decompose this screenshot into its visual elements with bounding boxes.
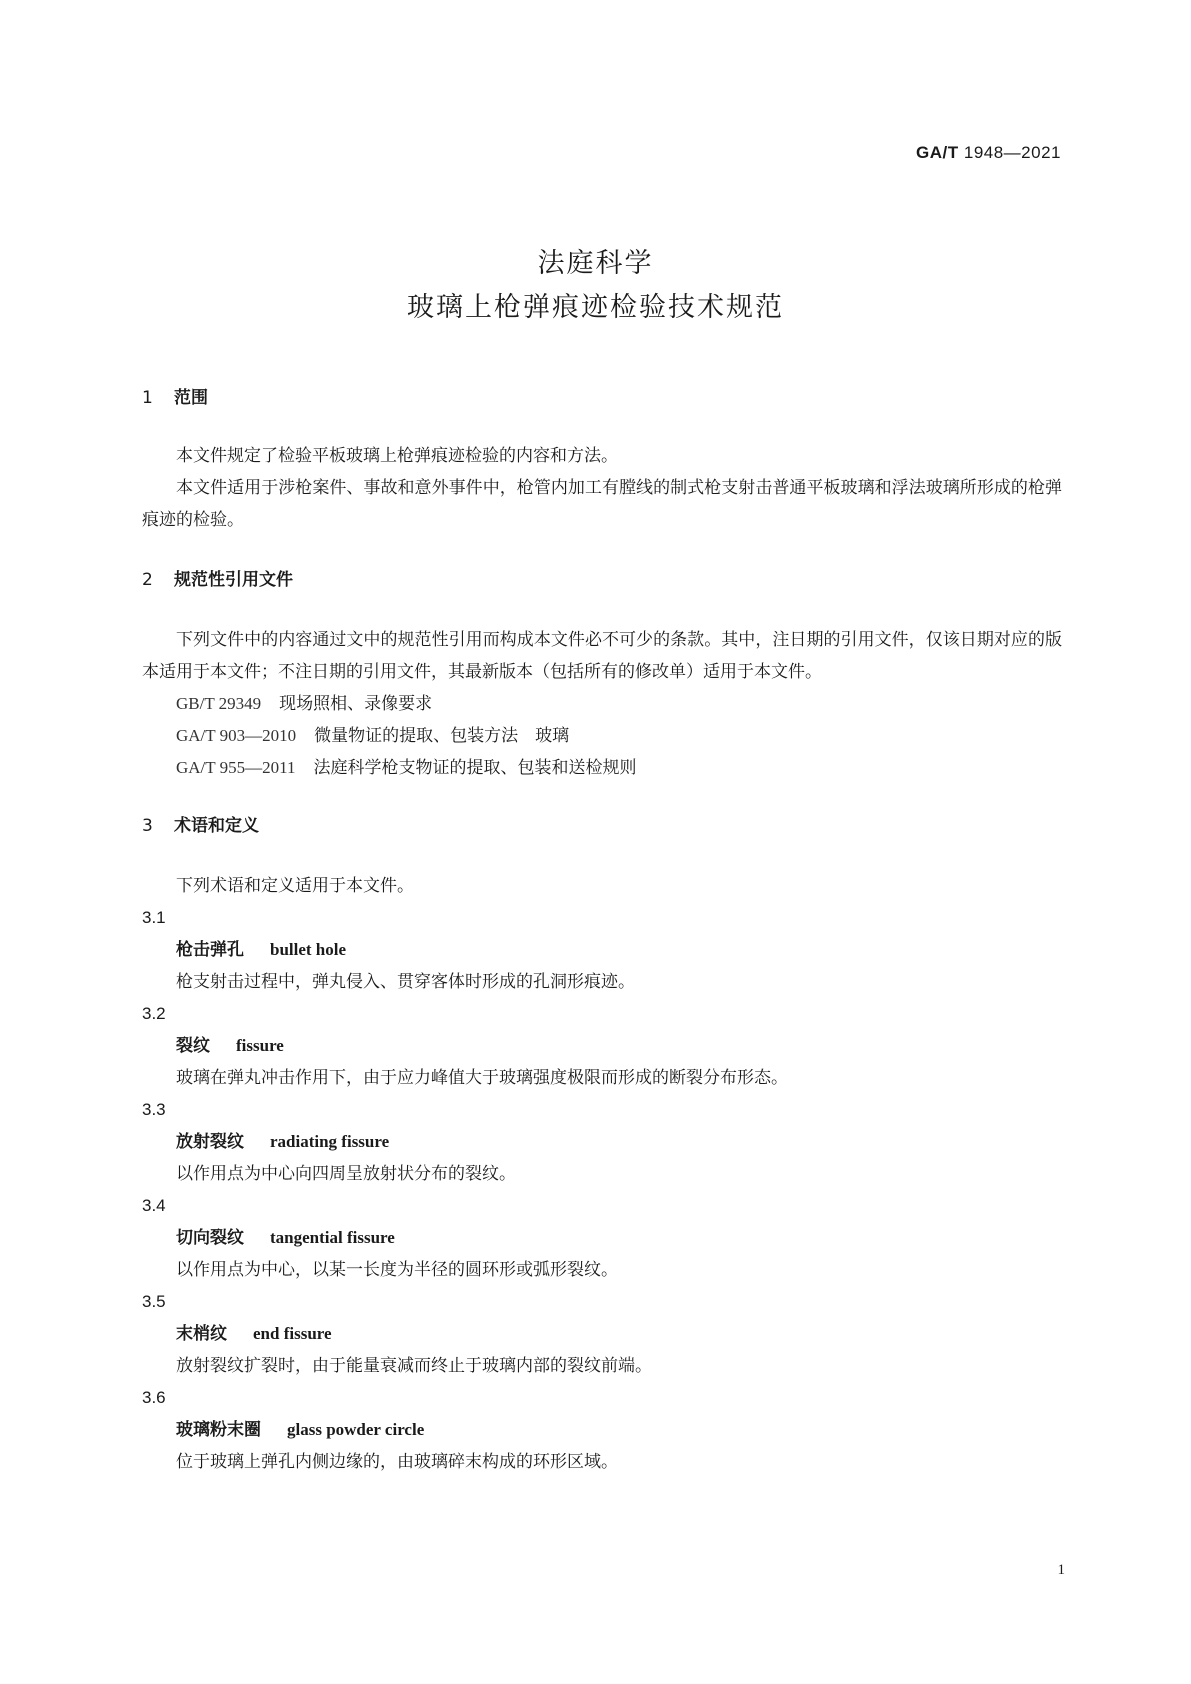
term-definition: 位于玻璃上弹孔内侧边缘的，由玻璃碎末构成的环形区域。 — [176, 1452, 618, 1472]
normative-reference — [142, 752, 1062, 784]
term-name — [142, 1414, 1062, 1446]
term-chinese: 裂纹 — [176, 1036, 210, 1056]
term-chinese: 放射裂纹 — [176, 1132, 244, 1152]
paragraph: 本文件规定了检验平板玻璃上枪弹痕迹检验的内容和方法。 — [176, 446, 618, 466]
paragraph: 本文件适用于涉枪案件、事故和意外事件中，枪管内加工有膛线的制式枪支射击普通平板玻璃和浮法玻璃所形成的枪弹痕迹的检验。 — [142, 478, 1062, 530]
section-number: 1 — [142, 388, 153, 408]
section-2-heading — [142, 564, 1062, 596]
term-english: end fissure — [253, 1324, 332, 1343]
term-chinese: 末梢纹 — [176, 1324, 227, 1344]
term-definition: 放射裂纹扩裂时，由于能量衰减而终止于玻璃内部的裂纹前端。 — [176, 1356, 652, 1376]
term-name — [142, 1222, 1062, 1254]
term-entry — [142, 998, 1062, 1094]
title-line-1: 法庭科学 — [537, 248, 654, 279]
paragraph: 下列术语和定义适用于本文件。 — [176, 876, 414, 896]
paragraph: 下列文件中的内容通过文中的规范性引用而构成本文件必不可少的条款。其中，注日期的引用文件，仅该日期对应的版本适用于本文件；不注日期的引用文件，其最新版本（包括所有的修改单）适用于本文件。 — [142, 630, 1062, 682]
page-number: 1 — [1057, 1562, 1065, 1578]
term-chinese: 枪击弹孔 — [176, 940, 244, 960]
term-name — [142, 1126, 1062, 1158]
reference-title: 微量物证的提取、包装方法 玻璃 — [314, 726, 570, 746]
term-english: glass powder circle — [287, 1420, 425, 1439]
term-entry — [142, 1190, 1062, 1286]
term-entry — [142, 1094, 1062, 1190]
term-english: tangential fissure — [270, 1228, 395, 1247]
term-english: radiating fissure — [270, 1132, 390, 1151]
reference-title: 法庭科学枪支物证的提取、包装和送检规则 — [313, 758, 637, 778]
term-entry — [142, 902, 1062, 998]
normative-reference — [142, 688, 1062, 720]
reference-title: 现场照相、录像要求 — [279, 694, 433, 714]
term-english: bullet hole — [270, 940, 347, 959]
term-number: 3.6 — [142, 1388, 166, 1407]
term-entry — [142, 1286, 1062, 1382]
section-title: 规范性引用文件 — [174, 570, 293, 590]
term-number: 3.4 — [142, 1196, 166, 1215]
term-name — [142, 934, 1062, 966]
term-definition: 以作用点为中心，以某一长度为半径的圆环形或弧形裂纹。 — [176, 1260, 618, 1280]
section-number: 2 — [142, 570, 153, 590]
section-3-heading — [142, 810, 1062, 842]
term-number: 3.2 — [142, 1004, 166, 1023]
document-title — [0, 242, 1191, 330]
term-chinese: 玻璃粉末圈 — [176, 1420, 261, 1440]
section-1-heading — [142, 382, 1062, 414]
section-title: 术语和定义 — [174, 816, 259, 836]
section-number: 3 — [142, 816, 153, 836]
reference-code: GA/T 903—2010 — [176, 726, 297, 745]
standard-code-year: 1948—2021 — [963, 143, 1061, 162]
reference-code: GB/T 29349 — [176, 694, 262, 713]
term-chinese: 切向裂纹 — [176, 1228, 244, 1248]
term-name — [142, 1030, 1062, 1062]
document-body — [142, 382, 1062, 1478]
term-number: 3.1 — [142, 908, 166, 927]
standard-code-prefix: GA/T — [916, 143, 959, 162]
term-definition: 玻璃在弹丸冲击作用下，由于应力峰值大于玻璃强度极限而形成的断裂分布形态。 — [176, 1068, 788, 1088]
term-definition: 以作用点为中心向四周呈放射状分布的裂纹。 — [176, 1164, 516, 1184]
standard-code — [916, 143, 1061, 163]
normative-reference — [142, 720, 1062, 752]
term-definition: 枪支射击过程中，弹丸侵入、贯穿客体时形成的孔洞形痕迹。 — [176, 972, 635, 992]
term-number: 3.5 — [142, 1292, 166, 1311]
term-entry — [142, 1382, 1062, 1478]
term-english: fissure — [236, 1036, 284, 1055]
term-number: 3.3 — [142, 1100, 166, 1119]
reference-code: GA/T 955—2011 — [176, 758, 296, 777]
title-line-2: 玻璃上枪弹痕迹检验技术规范 — [407, 292, 784, 323]
term-name — [142, 1318, 1062, 1350]
section-title: 范围 — [174, 388, 208, 408]
